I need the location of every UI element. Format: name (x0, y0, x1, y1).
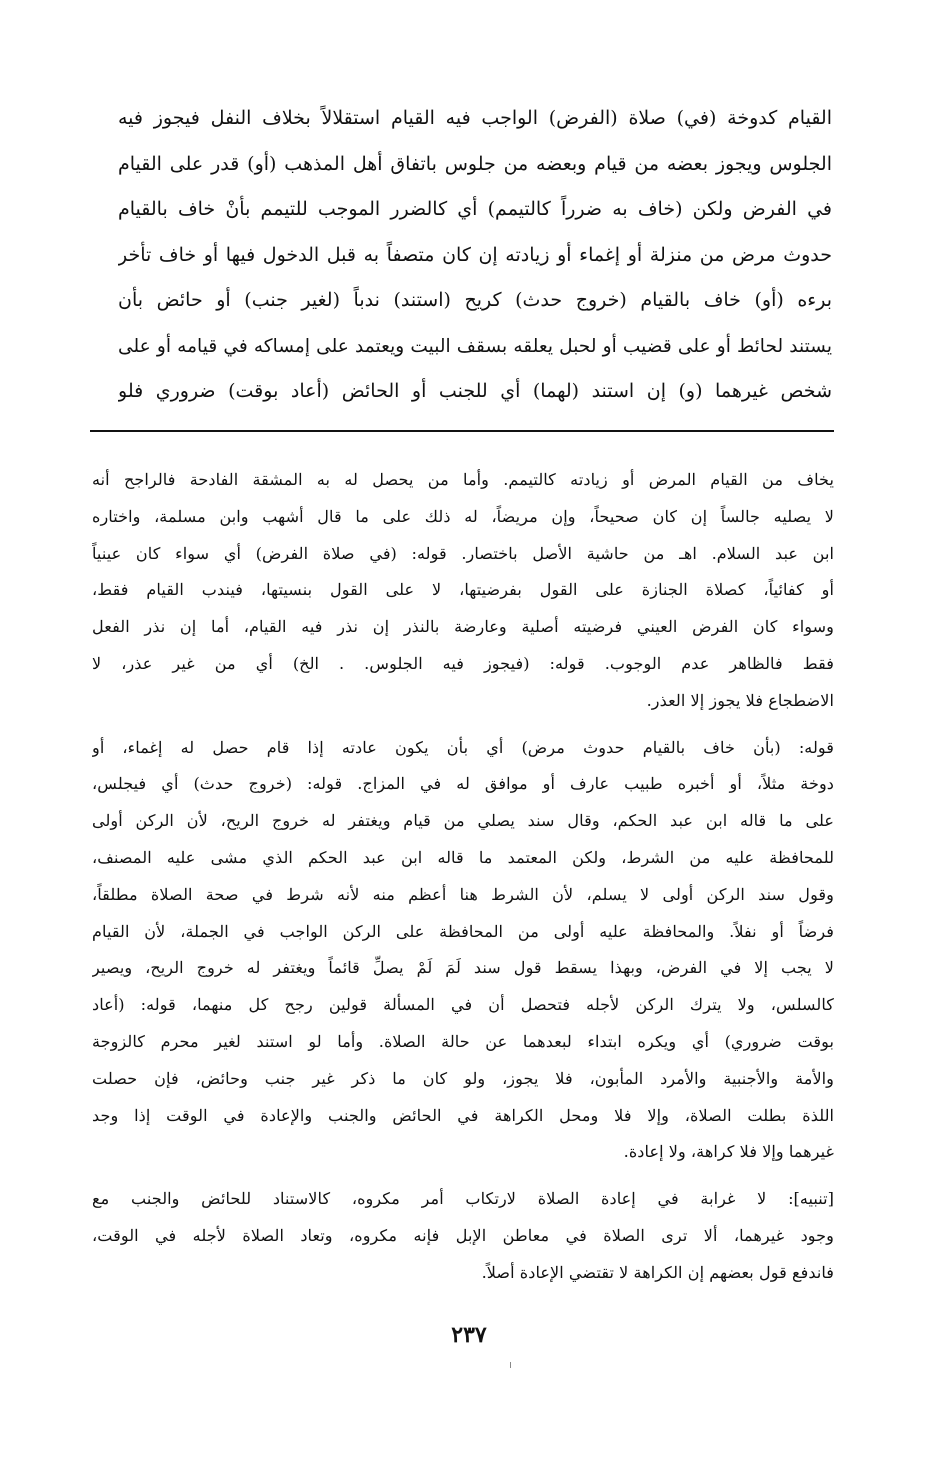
footnote-line: ابن عبد السلام. اهـ من حاشية الأصل باختصار. قوله: (في صلاة الفرض) أي سواء كان عينياً (92, 543, 834, 563)
main-text-line: القيام كدوخة (في) صلاة (الفرض) الواجب فيه القيام استقلالاً بخلاف النفل فيجوز فيه (118, 107, 832, 129)
main-text-line: يستند لحائط أو على قضيب أو لحبل يعلقه بسقف البيت ويعتمد على إمساكه في قيامه أو على (118, 335, 832, 357)
main-text-line: في الفرض ولكن (خاف به ضرراً كالتيمم) أي كالضرر الموجب للتيمم بأنْ خاف بالقيام (118, 198, 832, 220)
main-text-block (118, 96, 832, 415)
scan-mark (510, 1362, 511, 1368)
footnote-separator-rule (90, 430, 834, 432)
footnotes-block (92, 462, 834, 1302)
footnote-paragraph (92, 462, 834, 720)
footnote-line: على ما قاله ابن عبد الحكم، وقال سند يصلي من قيام ويغتفر له خروج الريح، لأن الركن أولى (92, 811, 834, 831)
footnote-line: غيرهما وإلا فلا كراهة، ولا إعادة. (623, 1142, 834, 1162)
footnote-paragraph (92, 730, 834, 1172)
footnote-line: فقط فالظاهر عدم الوجوب. قوله: (فيجوز فيه الجلوس. . الخ) أي من غير عذر، لا (92, 653, 834, 673)
footnote-line: والأمة والأجنبية والأمرد المأبون، فلا يجوز، ولو كان ما ذكر غير جنب وحائض، فإن حصلت (92, 1068, 834, 1088)
main-text-line: برءه (أو) خاف بالقيام (خروج حدث) كريح (استند) ندباً (لغير جنب) أو حائض بأن (118, 289, 832, 311)
footnote-line: اللذة بطلت الصلاة، وإلا فلا ومحل الكراهة في الحائض والجنب والإعادة في الوقت إذا وجد (92, 1105, 834, 1125)
footnote-line: لا يصليه جالساً إن كان صحيحاً، وإن مريضاً، له ذلك على ما قال أشهب وابن مسلمة، واختاره (92, 506, 834, 526)
footnote-line: وجود غيرهما، ألا ترى الصلاة في معاطن الإبل فإنه مكروه، وتعاد الصلاة لأجله في الوقت، (92, 1225, 834, 1245)
footnote-line: الاضطجاع فلا يجوز إلا العذر. (646, 690, 834, 710)
footnote-line: فرضاً أو نفلاً. والمحافظة عليه أولى من المحافظة على الركن الواجب في الجملة، لأن القيام (92, 921, 834, 941)
footnote-line: دوخة مثلاً، أو أخبره طبيب عارف أو موافق له في المزاج. قوله: (خروج حدث) أي فيجلس، (92, 774, 834, 794)
footnote-line: وقول سند الركن أولى لا يسلم، لأن الشرط هنا أعظم منه لأنه شرط في صحة الصلاة مطلقاً، (92, 884, 834, 904)
main-text-line: الجلوس ويجوز بعضه من قيام وبعضه من جلوس باتفاق أهل المذهب (أو) قدر على القيام (118, 152, 832, 175)
page-number: ٢٣٧ (451, 1322, 487, 1348)
footnote-line: [تنبيه]: لا غرابة في إعادة الصلاة لارتكاب أمر مكروه، كالاستناد للحائض والجنب مع (92, 1189, 834, 1209)
main-text-line: شخص غيرهما (و) إن استند (لهما) أي للجنب أو الحائض (أعاد بوقت) ضروري فلو (118, 380, 832, 402)
main-text-line: حدوث مرض من منزلة أو إغماء أو زيادته إن كان متصفاً به قبل الدخول فيها أو خاف تأخر (118, 243, 832, 266)
footnote-line: وسواء كان الفرض العيني فرضيته أصلية وعارضة بالنذر إن نذر فيه القيام، أما إن نذر الفعل (92, 617, 834, 637)
footnote-line: لا يجب إلا في الفرض، وبهذا يسقط قول سند لَمَ لَمْ يصلِّ قائماً ويغتفر له خروج الريح، ويصير (92, 958, 834, 978)
footnote-line: فاندفع قول بعضهم إن الكراهة لا تقتضي الإعادة أصلاً. (481, 1262, 834, 1282)
footnote-line: يخاف من القيام المرض أو زيادته كالتيمم. وأما من يحصل له به المشقة الفادحة فالراجح أنه (92, 470, 834, 489)
footnote-line: قوله: (بأن خاف بالقيام حدوث مرض) أي بأن يكون عادته إذا قام حصل له إغماء، أو (92, 737, 834, 757)
footnote-line: بوقت ضروري) أي ويكره ابتداء لبعدهما عن حالة الصلاة. وأما لو استند لغير محرم كالزوجة (92, 1031, 834, 1051)
footnote-line: للمحافظة عليه من الشرط، ولكن المعتمد ما قاله ابن عبد الحكم الذي مشى عليه المصنف، (92, 847, 834, 867)
footnote-line: أو كفائياً، كصلاة الجنازة على القول بفرضيتها، لا على القول بنسيتها، فيندب القيام فقط، (92, 580, 834, 600)
footnote-paragraph (92, 1181, 834, 1291)
footnote-line: كالسلس، ولا يترك الركن لأجله فتحصل أن في المسألة قولين رجح كل منهما، قوله: (أعاد (92, 995, 834, 1015)
